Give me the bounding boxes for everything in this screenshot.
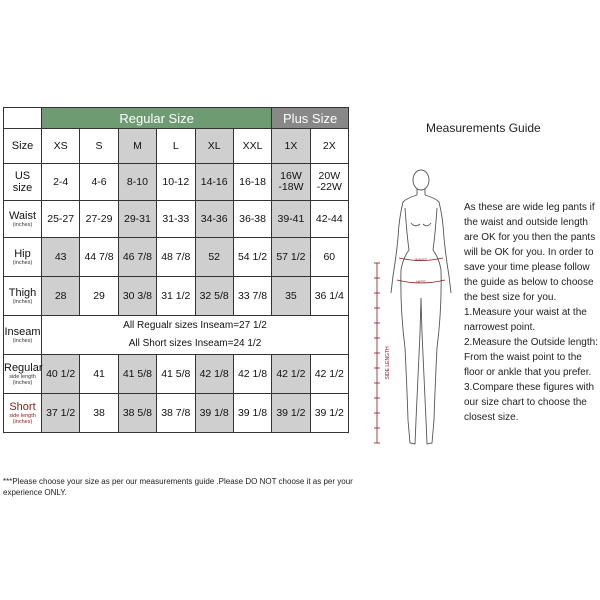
cell: 38 5/8 xyxy=(118,394,156,433)
cell: 25-27 xyxy=(42,201,80,238)
cell: 33 7/8 xyxy=(233,277,271,316)
thigh-row xyxy=(4,277,349,316)
row-label-unit: side length (inches) xyxy=(9,413,36,425)
cell: S xyxy=(80,129,118,164)
short-length-row xyxy=(4,394,349,433)
regular-size-header: Regular Size xyxy=(42,108,272,129)
cell: 29 xyxy=(80,277,118,316)
row-label xyxy=(4,316,42,355)
cell: XXL xyxy=(233,129,271,164)
cell: 31-33 xyxy=(157,201,195,238)
cell: 2-4 xyxy=(42,164,80,201)
size-row xyxy=(4,129,349,164)
sizing-note: ***Please choose your size as per our measurements guide .Please DO NOT choose it as per your experience ONLY. xyxy=(3,477,353,497)
corner-cell xyxy=(4,108,42,129)
size-table xyxy=(3,107,349,433)
row-label xyxy=(4,201,42,238)
figure-waist-label: WAIST xyxy=(414,257,428,262)
cell: 14-16 xyxy=(195,164,233,201)
cell: 30 3/8 xyxy=(118,277,156,316)
cell: 54 1/2 xyxy=(233,238,271,277)
guide-step-1: 1.Measure your waist at the narrowest point. xyxy=(464,307,587,333)
cell: 36-38 xyxy=(233,201,271,238)
cell: 52 xyxy=(195,238,233,277)
cell: 40 1/2 xyxy=(42,355,80,394)
cell: 42-44 xyxy=(310,201,348,238)
cell: 39 1/8 xyxy=(233,394,271,433)
cell: 20W -22W xyxy=(310,164,348,201)
row-label-text: Hip xyxy=(14,248,31,260)
header-row xyxy=(4,108,349,129)
cell: 48 7/8 xyxy=(157,238,195,277)
cell: 36 1/4 xyxy=(310,277,348,316)
row-label: Size xyxy=(4,129,42,164)
cell: XL xyxy=(195,129,233,164)
cell: 28 xyxy=(42,277,80,316)
regular-length-row xyxy=(4,355,349,394)
row-label: US size xyxy=(4,164,42,201)
cell: 16-18 xyxy=(233,164,271,201)
row-label xyxy=(4,355,42,394)
row-label-text: Inseam xyxy=(4,326,41,338)
row-label-text: Regular xyxy=(4,362,43,374)
cell: 38 7/8 xyxy=(157,394,195,433)
cell: 42 1/8 xyxy=(195,355,233,394)
cell: 41 5/8 xyxy=(157,355,195,394)
guide-intro: As these are wide leg pants if the waist and outside length are OK for you then the pants will be OK for you. In order to save your time please follow the guide as below to choose the best size for you. xyxy=(464,202,596,303)
row-label-unit: (inches) xyxy=(12,260,33,266)
inseam-row xyxy=(4,316,349,355)
cell: 37 1/2 xyxy=(42,394,80,433)
cell: 60 xyxy=(310,238,348,277)
row-label-unit: (inches) xyxy=(12,338,33,344)
row-label xyxy=(4,394,42,433)
cell: 38 xyxy=(80,394,118,433)
cell: 8-10 xyxy=(118,164,156,201)
body-figure-illustration xyxy=(363,158,463,458)
row-label-unit: (inches) xyxy=(12,222,33,228)
cell: 10-12 xyxy=(157,164,195,201)
cell: 41 5/8 xyxy=(118,355,156,394)
us-size-row xyxy=(4,164,349,201)
guide-step-2: 2.Measure the Outside length: From the waist point to the floor or ankle that you prefer. xyxy=(464,337,598,378)
cell: 39 1/8 xyxy=(195,394,233,433)
cell: 57 1/2 xyxy=(272,238,310,277)
cell: 44 7/8 xyxy=(80,238,118,277)
cell: 42 1/8 xyxy=(233,355,271,394)
cell: 39-41 xyxy=(272,201,310,238)
cell: 42 1/2 xyxy=(272,355,310,394)
inseam-regular: All Regualr sizes Inseam=27 1/2 xyxy=(123,320,267,331)
cell: 16W -18W xyxy=(272,164,310,201)
row-label-unit: (inches) xyxy=(12,299,33,305)
figure-hips-label: HIPS xyxy=(416,279,426,284)
cell: 42 1/2 xyxy=(310,355,348,394)
cell: 1X xyxy=(272,129,310,164)
row-label-text: Thigh xyxy=(8,287,37,299)
guide-step-3: 3.Compare these figures with our size chart to choose the closest size. xyxy=(464,382,595,423)
cell: 39 1/2 xyxy=(272,394,310,433)
cell: L xyxy=(157,129,195,164)
cell: 29-31 xyxy=(118,201,156,238)
figure-side-length-label: SIDE LENGTH xyxy=(385,346,391,380)
row-label xyxy=(4,277,42,316)
cell: 27-29 xyxy=(80,201,118,238)
inseam-short: All Short sizes Inseam=24 1/2 xyxy=(128,338,262,349)
cell: 32 5/8 xyxy=(195,277,233,316)
cell: XS xyxy=(42,129,80,164)
cell: 35 xyxy=(272,277,310,316)
measurement-guide-text xyxy=(464,200,600,425)
cell: 46 7/8 xyxy=(118,238,156,277)
inseam-cell xyxy=(42,316,349,355)
row-label-unit: side length (inches) xyxy=(9,374,36,386)
row-label-text: Waist xyxy=(8,210,37,222)
cell: 34-36 xyxy=(195,201,233,238)
cell: 43 xyxy=(42,238,80,277)
size-chart xyxy=(3,107,349,474)
cell: 41 xyxy=(80,355,118,394)
plus-size-header: Plus Size xyxy=(272,108,349,129)
cell: 31 1/2 xyxy=(157,277,195,316)
row-label-text: Short xyxy=(9,401,36,413)
cell: 39 1/2 xyxy=(310,394,348,433)
hip-row xyxy=(4,238,349,277)
cell: M xyxy=(118,129,156,164)
waist-row xyxy=(4,201,349,238)
cell: 2X xyxy=(310,129,348,164)
cell: 4-6 xyxy=(80,164,118,201)
row-label xyxy=(4,238,42,277)
guide-title: Measurements Guide xyxy=(426,121,541,135)
